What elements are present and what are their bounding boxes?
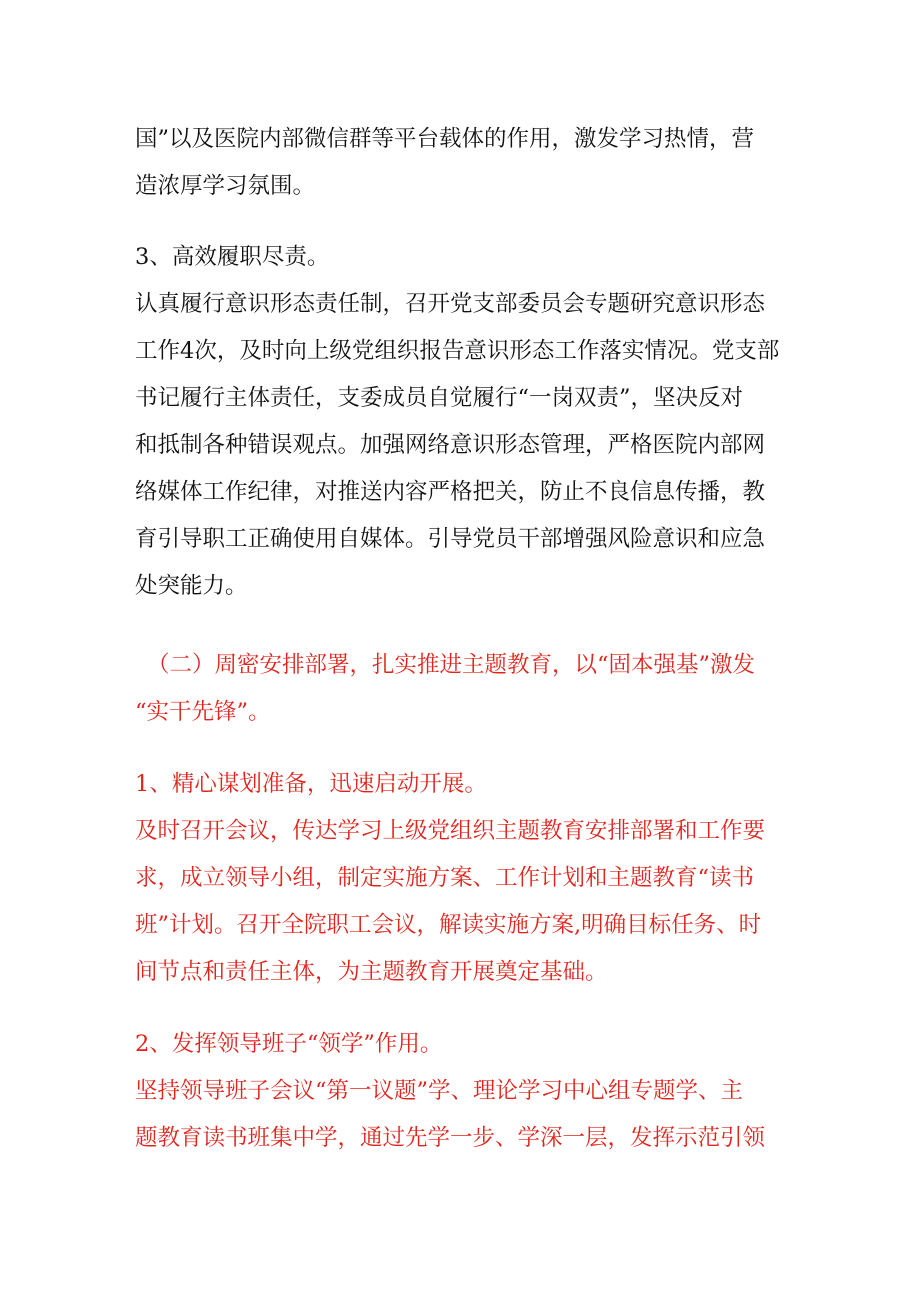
section-heading-line: “实干先锋”。 [135, 699, 271, 725]
section-heading: 2、发挥领导班子“领学”作用。 [135, 1031, 443, 1057]
paragraph-line: 求，成立领导小组，制定实施方案、工作计划和主题教育“读书 [135, 865, 755, 891]
paragraph-line: 处突能力。 [135, 573, 248, 599]
intro-paragraph [135, 116, 795, 210]
s2-item-2-heading [135, 1021, 795, 1068]
paragraph-line: 题教育读书班集中学，通过先学一步、学深一层，发挥示范引领 [135, 1125, 766, 1151]
paragraph-line: 间节点和责任主体，为主题教育开展奠定基础。 [135, 959, 608, 985]
paragraph-line: 和抵制各种错误观点。加强网络意识形态管理，严格医院内部网 [135, 432, 766, 458]
section-heading: 3、高效履职尽责。 [135, 244, 330, 270]
item-3-paragraph [135, 281, 795, 610]
section-heading: 1、精心谋划准备，迅速启动开展。 [135, 771, 487, 797]
s2-item-2-paragraph [135, 1068, 795, 1162]
paragraph-line: 工作4次，及时向上级党组织报告意识形态工作落实情况。党支部 [135, 338, 780, 364]
s2-item-1-paragraph [135, 808, 795, 996]
s2-item-1-heading [135, 761, 795, 808]
paragraph-line: 络媒体工作纪律，对推送内容严格把关，防止不良信息传播，教 [135, 479, 766, 505]
paragraph-line: 育引导职工正确使用自媒体。引导党员干部增强风险意识和应急 [135, 526, 766, 552]
paragraph-line: 坚持领导班子会议“第一议题”学、理论学习中心组专题学、主 [135, 1078, 744, 1104]
paragraph-line: 国”以及医院内部微信群等平台载体的作用，激发学习热情，营 [135, 126, 755, 152]
paragraph-line: 认真履行意识形态责任制，召开党支部委员会专题研究意识形态 [135, 291, 766, 317]
paragraph-line: 书记履行主体责任，支委成员自觉履行“一岗双责”，坚决反对 [135, 385, 744, 411]
paragraph-line: 班”计划。召开全院职工会议，解读实施方案,明确目标任务、时 [135, 912, 762, 938]
paragraph-line: 造浓厚学习氛围。 [135, 173, 316, 199]
section-2-heading [135, 642, 795, 736]
item-3-heading [135, 234, 795, 281]
section-heading-line: （二）周密安排部署，扎实推进主题教育，以“固本强基”激发 [147, 652, 756, 678]
paragraph-line: 及时召开会议，传达学习上级党组织主题教育安排部署和工作要 [135, 818, 766, 844]
